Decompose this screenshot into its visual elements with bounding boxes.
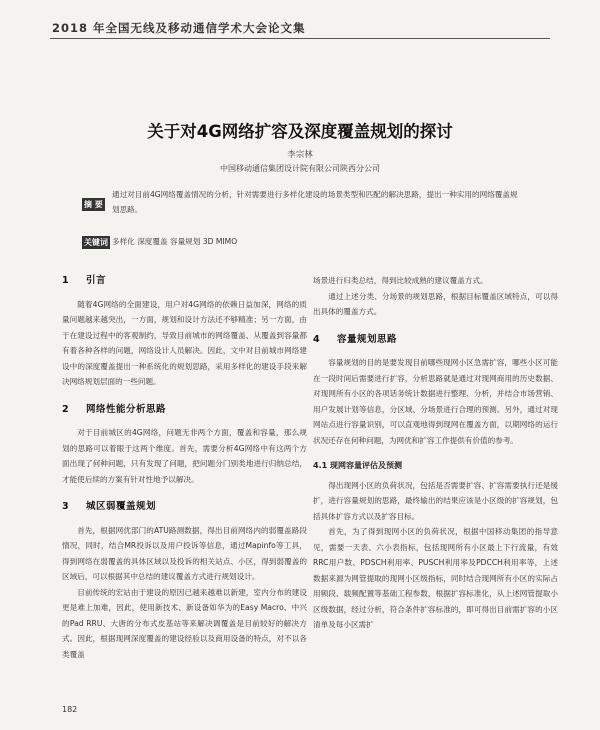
paragraph: 目前传统的宏站由于建设的原因已越来越难以新建，室内分布的建设更是难上加难，因此，使用新技术、新设备如华为的Easy Macro、中兴的Pad RRU、大唐的分布式皮基站等来解决调覆盖是目前较好的解决方式。因此，根据现网深度覆盖的建设经验以及商用设备的特点，对不以各类覆盖 (62, 587, 307, 659)
abstract-text: 通过对目前4G网络覆盖情况的分析，针对需要进行多样化建设的场景类型和匹配的解决思路，提出一种实用的网络覆盖规划思路。 (112, 190, 518, 214)
section-heading (62, 499, 307, 515)
paragraph: 对于目前城区的4G网络，问题无非两个方面，覆盖和容量，那么规划的思路可以着眼于这两个维度。首先，需要分析4G网络中有这两个方面出现了何种问题，只有发现了问题，把问题分门别类地进行归纳总结，才能使后续的方案有针对性地予以解决。 (62, 428, 307, 484)
affiliation: 中国移动通信集团设计院有限公司陕西分公司 (220, 164, 380, 173)
paragraph: 场景进行归类总结，得到比较成熟的建议覆盖方式。 (313, 276, 488, 285)
header-rule (50, 38, 550, 39)
section-number: 1 (62, 275, 70, 286)
section-heading (62, 273, 307, 289)
section-title: 网络性能分析思路 (86, 403, 167, 415)
section-heading (313, 332, 558, 348)
paragraph: 通过上述分类、分场景的规划思路，根据目标覆盖区域特点，可以得出具体的覆盖方式。 (313, 291, 558, 316)
paper-title: 关于对4G网络扩容及深度覆盖规划的探讨 (147, 122, 453, 141)
page-number: 182 (62, 705, 78, 714)
paragraph: 首先，根据网优部门的ATU路测数据，得出目前网络内的弱覆盖路段情况，同时，结合MR投诉以及用户投诉等信息，通过Mapinfo等工具，得到网络在弱覆盖的具体区域以及投诉的相关站点、小区，得到弱覆盖的区域后，可以根据其中总结的建议覆盖方式进行规划设计。 (62, 525, 307, 581)
right-column (313, 273, 558, 633)
paragraph: 容量规划的目的是要发现目前哪些现网小区急需扩容，哪些小区可能在一段时间后需要进行扩容，分析思路就是通过对现网商用的历史数据、对现网所有小区的各项话务统计数据进行整理、分析，并结合市场营销、用户发展计划等信息，分区域、分场景进行合理的预测。另外，通过对现网站点进行容量识别，可以直观地得到现网在覆盖方面，以期网络的运行状况还存在何种问题，为网优和扩容工作提供有价值的参考。 (313, 358, 558, 445)
keywords-text: 多样化 深度覆盖 容量规划 3D MIMO (112, 237, 238, 246)
section-title: 城区弱覆盖规划 (86, 501, 157, 512)
section-title: 引言 (86, 275, 107, 286)
left-column (62, 273, 307, 662)
section-title: 容量规划思路 (337, 333, 398, 345)
paragraph: 首先，为了得到现网小区的负荷状况，根据中国移动集团的指导意见，需要一天表、六小表指标，包括现网所有小区最上下行流量，有效RRC用户数、PDSCH利用率、PUSCH利用率及PDCCH利用率等，上述数据来源为网管提取的现网小区级指标，同时结合现网所有小区的实际占用频段、载频配置等基础工程参数，根据扩容标准化，从上述网管提取小区级数据，经过分析，符合条件扩容标准的，即可得出目前需扩容的小区清单及每小区需扩 (313, 527, 558, 629)
section-number: 3 (62, 501, 70, 512)
abstract-tag: 摘 要 (84, 200, 103, 209)
author: 李宗林 (287, 150, 313, 160)
paragraph: 随着4G网络的全面建设，用户对4G网络的依赖日益加深，网络的质量问题越来越突出，一方面，规划和设计方法还不够精准；另一方面，由于在建设过程中的客观制约，导致目前城市的网络覆盖、从覆盖到容量都有着各种各样的问题，网络设计人员解决。因此，文中对目前城市网络建设中的深度覆盖提出一种系统化的规划思路，采用多样化的建设手段来解决网络规划层面的一些问题。 (62, 299, 307, 386)
paragraph: 得出现网小区的负荷状况，包括是否需要扩容、扩容需要执行还是缓扩，进行容量规划的思路，最终输出的结果应该是小区级的扩容规划，包括具体扩容方式以及扩容目标。 (313, 480, 558, 521)
section-heading (62, 402, 307, 418)
keywords-tag: 关键词 (84, 238, 108, 247)
subsection-heading: 4.1 现网容量评估及预测 (313, 461, 402, 470)
section-number: 4 (313, 333, 321, 345)
page-header: 2018 年全国无线及移动通信学术大会论文集 (52, 21, 306, 35)
section-number: 2 (62, 403, 70, 415)
